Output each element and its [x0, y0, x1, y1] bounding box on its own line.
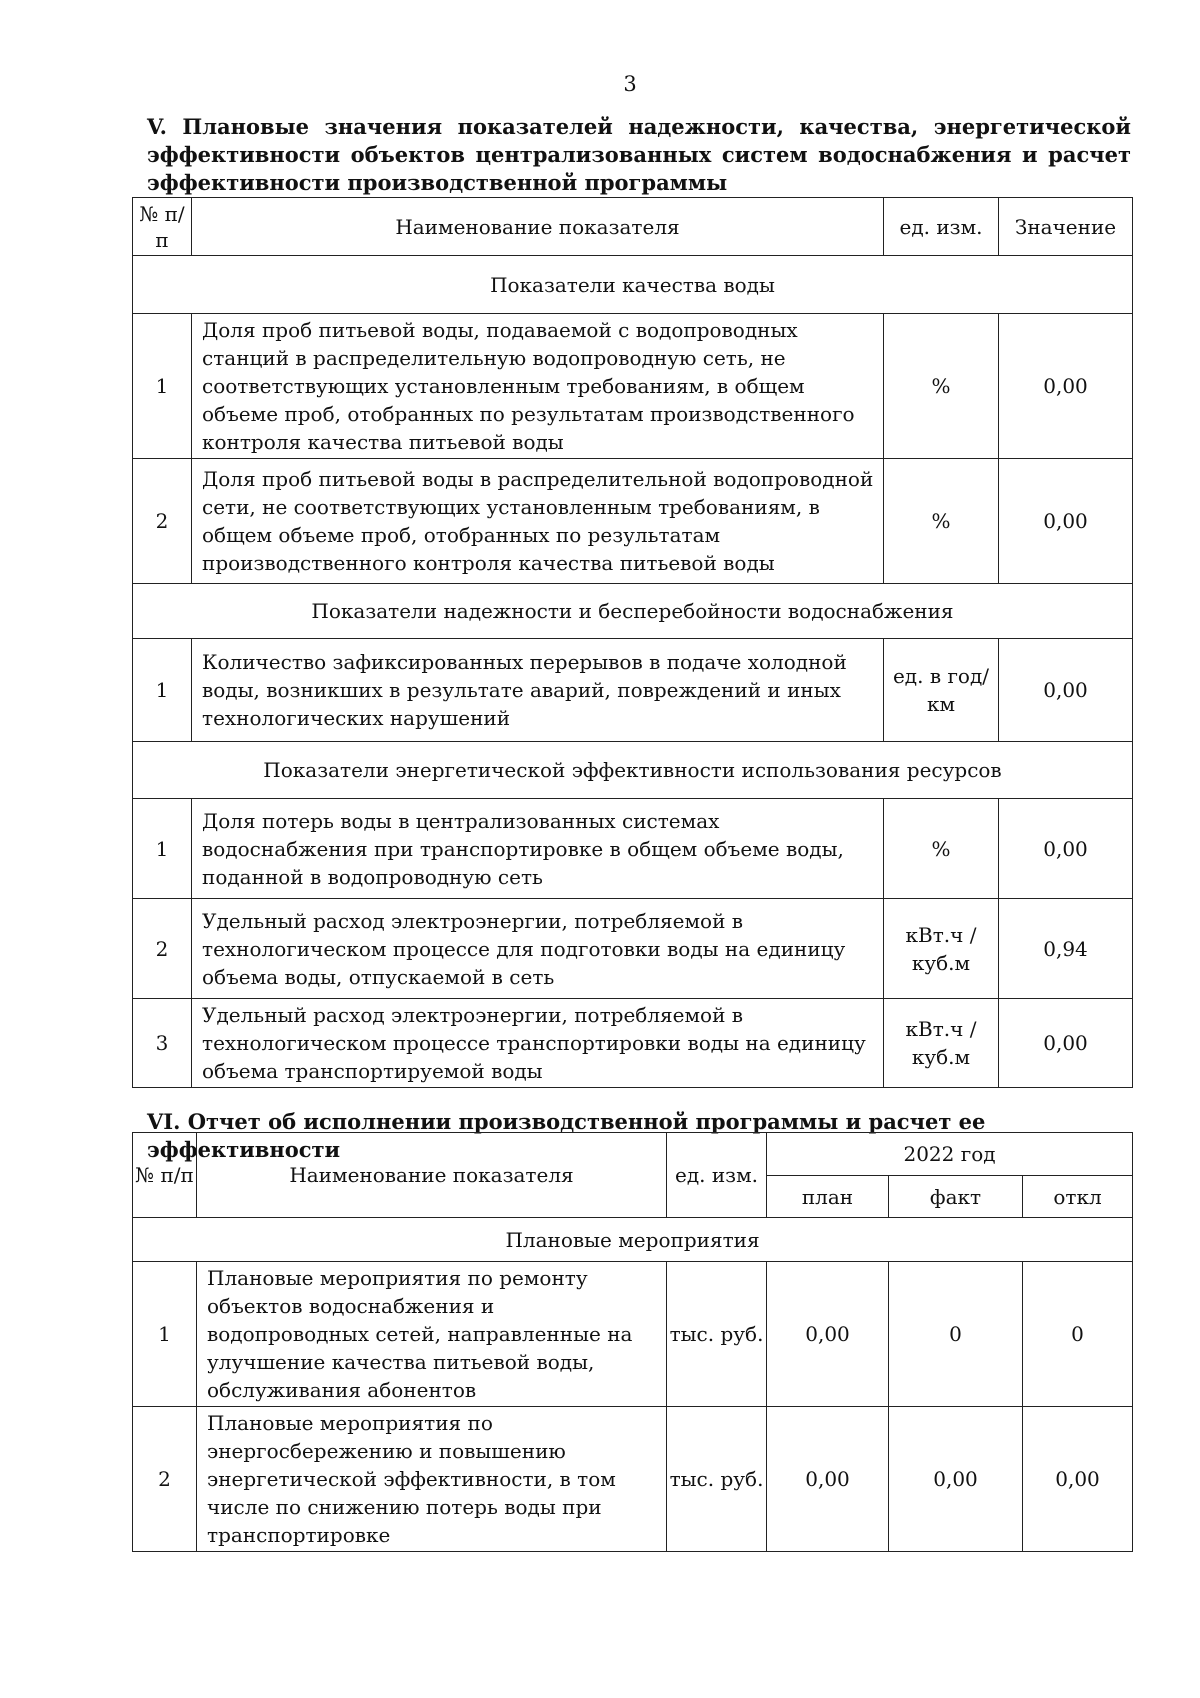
row-num: 3: [133, 999, 192, 1088]
row-unit: ед. в год/ км: [884, 639, 999, 742]
group-title: Показатели надежности и бесперебойности водоснабжения: [133, 584, 1133, 639]
row-value: 0,94: [999, 899, 1133, 999]
program-report-table: [132, 1132, 1133, 1552]
row-dev: 0,00: [1023, 1407, 1133, 1552]
col-header-num: № п/п: [133, 1133, 197, 1218]
row-unit: %: [884, 314, 999, 459]
table-header-row: [133, 198, 1133, 256]
row-name: Плановые мероприятия по энергосбережению и повышению энергетической эффективности, в том числе по снижению потерь воды при транспортировке: [197, 1407, 667, 1552]
table-row: [133, 639, 1133, 742]
row-value: 0,00: [999, 314, 1133, 459]
row-num: 1: [133, 799, 192, 899]
row-unit: тыс. руб.: [667, 1407, 767, 1552]
group-row-quality: [133, 256, 1133, 314]
section-5-title: V. Плановые значения показателей надежности, качества, энергетической эффективности объектов централизованных систем водоснабжения и расчет эффективности производственной программы: [147, 114, 1131, 195]
row-fact: 0: [889, 1262, 1023, 1407]
row-name: Удельный расход электроэнергии, потребляемой в технологическом процессе транспортировки воды на единицу объема транспортируемой воды: [192, 999, 884, 1088]
row-plan: 0,00: [767, 1407, 889, 1552]
row-value: 0,00: [999, 799, 1133, 899]
row-num: 2: [133, 899, 192, 999]
row-value: 0,00: [999, 459, 1133, 584]
col-header-value: Значение: [999, 198, 1133, 256]
section-6-title: VI. Отчет об исполнении производственной программы и расчет ее эффективности: [147, 1109, 986, 1162]
table-header-row: [133, 1133, 1133, 1176]
row-name: Удельный расход электроэнергии, потребляемой в технологическом процессе для подготовки воды на единицу объема воды, отпускаемой в сеть: [192, 899, 884, 999]
row-plan: 0,00: [767, 1262, 889, 1407]
row-value: 0,00: [999, 639, 1133, 742]
row-fact: 0,00: [889, 1407, 1023, 1552]
row-name: Количество зафиксированных перерывов в подаче холодной воды, возникших в результате аварий, повреждений и иных технологических нарушений: [192, 639, 884, 742]
row-unit: тыс. руб.: [667, 1262, 767, 1407]
row-unit: %: [884, 459, 999, 584]
table-row: [133, 314, 1133, 459]
col-header-unit: ед. изм.: [884, 198, 999, 256]
table-row: [133, 899, 1133, 999]
col-header-dev: откл: [1023, 1176, 1133, 1218]
row-num: 1: [133, 1262, 197, 1407]
col-header-name: Наименование показателя: [192, 198, 884, 256]
col-header-name: Наименование показателя: [197, 1133, 667, 1218]
group-title: Показатели энергетической эффективности использования ресурсов: [133, 742, 1133, 799]
row-name: Доля потерь воды в централизованных системах водоснабжения при транспортировке в общем объеме воды, поданной в водопроводную сеть: [192, 799, 884, 899]
group-row-reliability: [133, 584, 1133, 639]
row-unit: кВт.ч / куб.м: [884, 999, 999, 1088]
row-num: 2: [133, 459, 192, 584]
group-row-planned: [133, 1218, 1133, 1262]
row-name: Доля проб питьевой воды в распределительной водопроводной сети, не соответствующих установленным требованиям, в общем объеме проб, отобранных по результатам производственного контроля качества питьевой воды: [192, 459, 884, 584]
table-row: [133, 1262, 1133, 1407]
col-header-year: 2022 год: [767, 1133, 1133, 1176]
table-row: [133, 799, 1133, 899]
row-value: 0,00: [999, 999, 1133, 1088]
page-number: 3: [623, 72, 637, 96]
row-unit: %: [884, 799, 999, 899]
indicators-table: [132, 197, 1133, 1088]
row-name: Плановые мероприятия по ремонту объектов водоснабжения и водопроводных сетей, направленные на улучшение качества питьевой воды, обслуживания абонентов: [197, 1262, 667, 1407]
col-header-fact: факт: [889, 1176, 1023, 1218]
row-name: Доля проб питьевой воды, подаваемой с водопроводных станций в распределительную водопроводную сеть, не соответствующих установленным требованиям, в общем объеме проб, отобранных по результатам производственного контроля качества питьевой воды: [192, 314, 884, 459]
group-title: Плановые мероприятия: [133, 1218, 1133, 1262]
table-row: [133, 459, 1133, 584]
group-row-energy: [133, 742, 1133, 799]
row-num: 2: [133, 1407, 197, 1552]
table-row: [133, 999, 1133, 1088]
table-row: [133, 1407, 1133, 1552]
row-num: 1: [133, 314, 192, 459]
group-title: Показатели качества воды: [133, 256, 1133, 314]
row-dev: 0: [1023, 1262, 1133, 1407]
col-header-unit: ед. изм.: [667, 1133, 767, 1218]
col-header-plan: план: [767, 1176, 889, 1218]
row-unit: кВт.ч / куб.м: [884, 899, 999, 999]
row-num: 1: [133, 639, 192, 742]
col-header-num: № п/п: [133, 198, 192, 256]
